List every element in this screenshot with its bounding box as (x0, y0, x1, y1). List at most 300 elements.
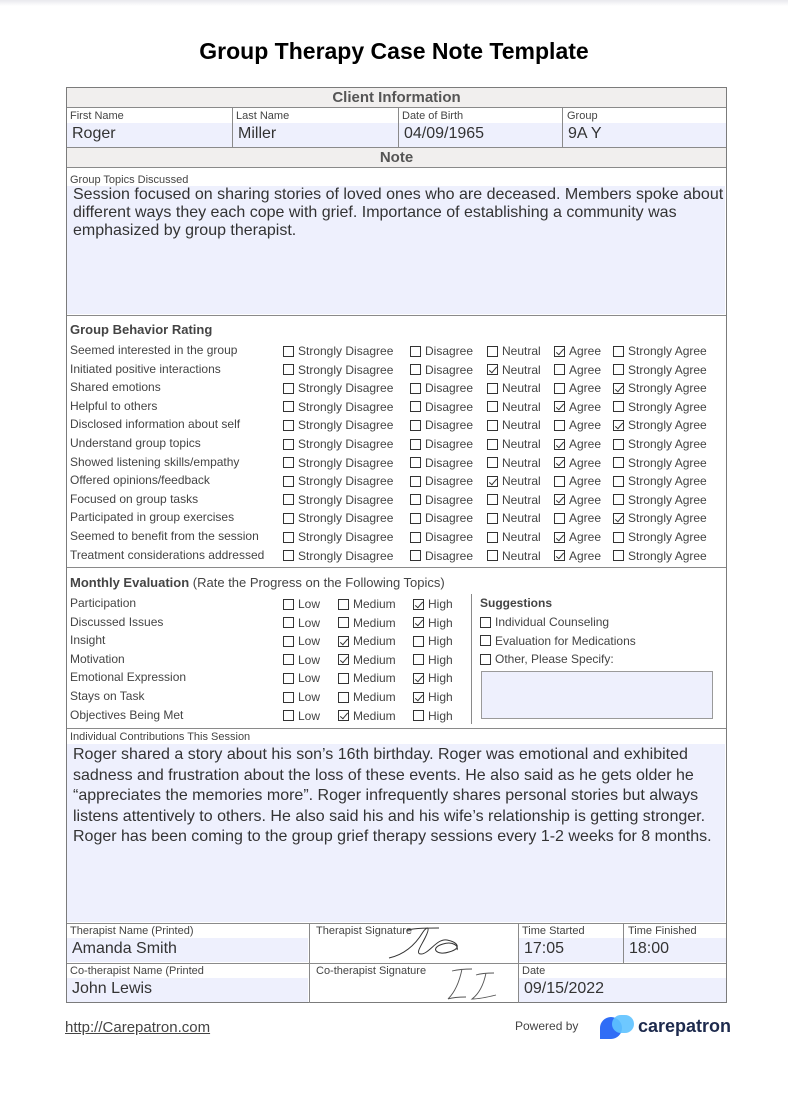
behavior-option-label: Disagree (425, 344, 474, 358)
behavior-option-strongly-agree[interactable] (613, 456, 707, 470)
behavior-option-label: Disagree (425, 492, 474, 507)
behavior-option-strongly-disagree[interactable] (283, 363, 393, 377)
behavior-option-strongly-disagree[interactable] (283, 530, 393, 544)
checkbox-icon[interactable] (613, 457, 624, 468)
behavior-option-strongly-disagree[interactable] (283, 549, 393, 563)
checkbox-icon[interactable] (613, 420, 624, 431)
behavior-option-label: Neutral (502, 455, 541, 470)
behavior-option-label: Neutral (502, 474, 541, 489)
suggestion-option[interactable] (480, 652, 614, 666)
checkbox-icon[interactable] (338, 599, 349, 610)
checkbox-icon[interactable] (413, 599, 424, 610)
checkbox-icon[interactable] (613, 346, 624, 357)
suggestions-title: Suggestions (480, 596, 553, 610)
group-field[interactable]: 9A Y (563, 123, 726, 147)
time-started-field[interactable]: 17:05 (519, 938, 623, 962)
suggestion-label: Individual Counseling (495, 615, 610, 629)
behavior-option-label: Disagree (425, 381, 474, 396)
monthly-subtitle: (Rate the Progress on the Following Topics) (192, 575, 445, 590)
dob-label: Date of Birth (402, 110, 464, 122)
behavior-option-label: Disagree (425, 474, 474, 489)
checkbox-icon[interactable] (283, 457, 294, 468)
monthly-option-label: Low (298, 597, 321, 611)
checkbox-icon[interactable] (410, 457, 421, 468)
behavior-option-disagree[interactable] (410, 381, 473, 395)
behavior-option-label: Disagree (425, 437, 474, 451)
monthly-option-high[interactable] (413, 597, 453, 611)
behavior-option-neutral[interactable] (487, 400, 541, 414)
topics-label: Group Topics Discussed (70, 174, 189, 186)
checkbox-icon[interactable] (283, 654, 294, 665)
behavior-option-label: Strongly Disagree (298, 362, 394, 377)
checkbox-icon[interactable] (283, 420, 294, 431)
checkbox-icon[interactable] (554, 532, 565, 543)
behavior-option-strongly-disagree[interactable] (283, 400, 393, 414)
checkbox-icon[interactable] (613, 550, 624, 561)
behavior-option-label: Strongly Disagree (298, 455, 394, 470)
checkbox-icon[interactable] (283, 513, 294, 524)
checkbox-icon[interactable] (487, 439, 498, 450)
monthly-option-low[interactable] (283, 690, 320, 704)
checkbox-icon[interactable] (283, 673, 294, 684)
behavior-option-strongly-disagree[interactable] (283, 493, 393, 507)
checkbox-icon[interactable] (410, 383, 421, 394)
behavior-option-disagree[interactable] (410, 437, 473, 451)
monthly-option-label: Medium (353, 652, 396, 667)
checkbox-icon[interactable] (487, 513, 498, 524)
monthly-option-medium[interactable] (338, 634, 396, 648)
checkbox-icon[interactable] (413, 617, 424, 628)
checkbox-icon[interactable] (338, 617, 349, 628)
monthly-option-medium[interactable] (338, 616, 396, 630)
behavior-option-strongly-agree[interactable] (613, 549, 707, 563)
behavior-option-disagree[interactable] (410, 511, 473, 525)
monthly-option-medium[interactable] (338, 709, 396, 723)
behavior-option-strongly-disagree[interactable] (283, 437, 393, 451)
monthly-option-label: High (428, 708, 453, 723)
checkbox-icon[interactable] (554, 457, 565, 468)
divider (67, 567, 726, 568)
checkbox-icon[interactable] (613, 476, 624, 487)
behavior-option-neutral[interactable] (487, 344, 541, 358)
carepatron-link[interactable]: http://Carepatron.com (65, 1019, 211, 1036)
suggestion-option[interactable] (480, 615, 609, 629)
powered-by-label: Powered by (515, 1019, 579, 1033)
behavior-option-label: Strongly Agree (628, 399, 707, 414)
checkbox-icon[interactable] (338, 673, 349, 684)
checkbox-icon[interactable] (554, 364, 565, 375)
behavior-option-neutral[interactable] (487, 381, 541, 395)
checkbox-icon[interactable] (410, 401, 421, 412)
behavior-option-label: Strongly Agree (628, 418, 707, 433)
checkbox-icon[interactable] (480, 654, 491, 665)
behavior-option-disagree[interactable] (410, 400, 473, 414)
behavior-option-label: Neutral (502, 418, 541, 433)
checkbox-icon[interactable] (410, 346, 421, 357)
checkbox-icon[interactable] (554, 346, 565, 357)
monthly-option-low[interactable] (283, 616, 320, 630)
checkbox-icon[interactable] (283, 692, 294, 703)
monthly-option-label: Medium (353, 671, 396, 686)
contribution-text-line: listens attentively to others. He also said his and his wife’s relationship is getting stronger. (73, 807, 706, 825)
contribution-text-line: “appreciates the memories more”. Roger infrequently shares personal stories but always (73, 787, 699, 805)
checkbox-icon[interactable] (554, 494, 565, 505)
checkbox-icon[interactable] (613, 401, 624, 412)
behavior-option-strongly-agree[interactable] (613, 400, 707, 414)
behavior-row-label: Understand group topics (70, 436, 201, 450)
other-specify-field[interactable] (481, 671, 713, 719)
behavior-option-label: Neutral (502, 492, 541, 507)
monthly-option-label: Low (298, 671, 321, 686)
behavior-option-disagree[interactable] (410, 474, 473, 488)
behavior-option-label: Neutral (502, 362, 541, 377)
behavior-option-disagree[interactable] (410, 493, 473, 507)
behavior-row-label: Helpful to others (70, 398, 158, 413)
checkbox-icon[interactable] (283, 494, 294, 505)
monthly-option-label: Low (298, 652, 321, 667)
checkbox-icon[interactable] (338, 654, 349, 665)
behavior-option-strongly-disagree[interactable] (283, 344, 393, 358)
checkbox-icon[interactable] (487, 550, 498, 561)
therapist-signature-mark[interactable] (387, 924, 477, 964)
cotherapist-signature-label: Co-therapist Signature (316, 965, 427, 977)
behavior-row-label: Participated in group exercises (70, 510, 235, 525)
checkbox-icon[interactable] (487, 420, 498, 431)
behavior-option-agree[interactable] (554, 418, 601, 432)
monthly-option-label: High (428, 615, 453, 630)
cotherapist-signature-mark[interactable] (442, 965, 502, 1003)
behavior-option-strongly-agree[interactable] (613, 474, 707, 488)
checkbox-icon[interactable] (283, 710, 294, 721)
first-name-label: First Name (70, 110, 124, 122)
behavior-option-disagree[interactable] (410, 363, 473, 377)
behavior-option-label: Strongly Agree (628, 362, 707, 377)
behavior-option-label: Neutral (502, 344, 541, 358)
behavior-option-agree[interactable] (554, 530, 601, 544)
behavior-option-neutral[interactable] (487, 511, 541, 525)
behavior-option-strongly-agree[interactable] (613, 363, 707, 377)
checkbox-icon[interactable] (283, 599, 294, 610)
behavior-title: Group Behavior Rating (70, 322, 213, 337)
checkbox-icon[interactable] (410, 513, 421, 524)
behavior-option-label: Strongly Agree (628, 344, 707, 358)
checkbox-icon[interactable] (283, 401, 294, 412)
monthly-option-label: Medium (353, 708, 396, 723)
checkbox-icon[interactable] (410, 364, 421, 375)
behavior-option-label: Strongly Disagree (298, 418, 394, 433)
first-name-field[interactable]: Roger (67, 123, 232, 147)
behavior-row-label: Initiated positive interactions (70, 361, 221, 376)
behavior-option-label: Agree (569, 455, 602, 470)
monthly-row-label: Insight (70, 633, 106, 648)
checkbox-icon[interactable] (413, 654, 424, 665)
contribution-text-line: Roger shared a story about his son’s 16th birthday. Roger was emotional and exhibited (73, 746, 688, 763)
checkbox-icon[interactable] (554, 439, 565, 450)
behavior-option-label: Strongly Disagree (298, 399, 394, 414)
time-finished-field[interactable]: 18:00 (624, 938, 726, 962)
checkbox-icon[interactable] (413, 673, 424, 684)
date-label: Date (522, 965, 546, 977)
behavior-option-label: Neutral (502, 548, 541, 563)
last-name-label: Last Name (236, 110, 290, 122)
monthly-option-high[interactable] (413, 709, 453, 723)
topics-field[interactable] (67, 186, 725, 314)
monthly-title-text: Monthly Evaluation (70, 575, 190, 590)
checkbox-icon[interactable] (487, 383, 498, 394)
monthly-option-high[interactable] (413, 634, 453, 648)
behavior-row-label: Seemed to benefit from the session (70, 529, 259, 543)
behavior-option-strongly-disagree[interactable] (283, 418, 393, 432)
behavior-option-neutral[interactable] (487, 493, 541, 507)
checkbox-icon[interactable] (554, 513, 565, 524)
carepatron-brand: carepatron (638, 1016, 732, 1036)
suggestion-label: Evaluation for Medications (495, 633, 636, 648)
checkbox-icon[interactable] (410, 494, 421, 505)
monthly-option-medium[interactable] (338, 671, 396, 685)
behavior-row-label: Offered opinions/feedback (70, 473, 210, 488)
checkbox-icon[interactable] (410, 550, 421, 561)
behavior-option-disagree[interactable] (410, 418, 473, 432)
checkbox-icon[interactable] (613, 364, 624, 375)
monthly-option-medium[interactable] (338, 653, 396, 667)
contribution-text-line: Roger has been coming to the group grief therapy sessions every 1-2 weeks for 8 months. (73, 828, 712, 846)
behavior-option-label: Strongly Disagree (298, 474, 394, 489)
checkbox-icon[interactable] (554, 420, 565, 431)
checkbox-icon[interactable] (283, 636, 294, 647)
behavior-option-label: Strongly Disagree (298, 344, 394, 358)
behavior-option-agree[interactable] (554, 400, 601, 414)
contribution-text-line: sadness and frustration about the loss of these events. He also said as he gets older he (73, 766, 694, 784)
behavior-row-label: Showed listening skills/empathy (70, 454, 240, 469)
behavior-option-label: Disagree (425, 455, 474, 470)
checkbox-icon[interactable] (480, 635, 491, 646)
checkbox-icon[interactable] (487, 494, 498, 505)
checkbox-icon[interactable] (283, 364, 294, 375)
behavior-row-label: Shared emotions (70, 380, 161, 395)
behavior-option-label: Agree (569, 492, 602, 507)
behavior-option-neutral[interactable] (487, 530, 541, 544)
checkbox-icon[interactable] (338, 710, 349, 721)
monthly-row-label: Objectives Being Met (70, 707, 184, 722)
monthly-option-low[interactable] (283, 597, 320, 611)
monthly-option-high[interactable] (413, 616, 453, 630)
checkbox-icon[interactable] (487, 401, 498, 412)
behavior-option-label: Disagree (425, 362, 474, 377)
behavior-option-strongly-agree[interactable] (613, 511, 707, 525)
monthly-row-label: Stays on Task (70, 689, 145, 703)
cotherapist-name-label: Co-therapist Name (Printed (70, 965, 204, 977)
behavior-option-label: Neutral (502, 437, 541, 451)
behavior-option-label: Agree (569, 381, 602, 396)
page-top-shade (0, 0, 788, 6)
behavior-option-strongly-agree[interactable] (613, 418, 707, 432)
checkbox-icon[interactable] (283, 617, 294, 628)
checkbox-icon[interactable] (554, 550, 565, 561)
behavior-option-strongly-agree[interactable] (613, 493, 707, 507)
monthly-option-label: Low (298, 634, 321, 649)
behavior-row-label: Disclosed information about self (70, 417, 241, 432)
behavior-option-agree[interactable] (554, 456, 601, 470)
behavior-option-label: Neutral (502, 381, 541, 396)
time-finished-label: Time Finished (628, 925, 697, 937)
behavior-option-label: Strongly Disagree (298, 511, 394, 526)
monthly-option-medium[interactable] (338, 690, 396, 704)
checkbox-icon[interactable] (480, 617, 491, 628)
checkbox-icon[interactable] (283, 476, 294, 487)
behavior-option-label: Agree (569, 474, 602, 489)
behavior-option-strongly-agree[interactable] (613, 381, 707, 395)
checkbox-icon[interactable] (487, 346, 498, 357)
checkbox-icon[interactable] (283, 532, 294, 543)
behavior-option-agree[interactable] (554, 511, 601, 525)
page-title: Group Therapy Case Note Template (199, 38, 589, 64)
monthly-option-high[interactable] (413, 653, 453, 667)
divider (562, 108, 563, 148)
behavior-option-strongly-disagree[interactable] (283, 474, 393, 488)
monthly-row-label: Participation (70, 596, 137, 610)
divider (398, 108, 399, 148)
case-note-form (66, 87, 727, 1003)
behavior-option-disagree[interactable] (410, 530, 473, 544)
monthly-option-label: Low (298, 615, 321, 630)
checkbox-icon[interactable] (410, 476, 421, 487)
topics-text-line: different ways they each cope with grief. Importance of establishing a community was (73, 204, 677, 221)
behavior-option-strongly-agree[interactable] (613, 437, 707, 451)
suggestion-label: Other, Please Specify: (495, 652, 614, 667)
checkbox-icon[interactable] (338, 636, 349, 647)
behavior-option-label: Strongly Agree (628, 530, 707, 544)
behavior-option-label: Agree (569, 362, 602, 377)
behavior-option-label: Strongly Agree (628, 437, 707, 451)
checkbox-icon[interactable] (410, 532, 421, 543)
monthly-option-low[interactable] (283, 653, 320, 667)
checkbox-icon[interactable] (338, 692, 349, 703)
checkbox-icon[interactable] (487, 364, 498, 375)
checkbox-icon[interactable] (283, 346, 294, 357)
behavior-option-label: Disagree (425, 530, 474, 544)
checkbox-icon[interactable] (413, 692, 424, 703)
date-field[interactable]: 09/15/2022 (519, 978, 726, 1002)
monthly-row-label: Motivation (70, 651, 125, 666)
checkbox-icon[interactable] (554, 476, 565, 487)
behavior-option-agree[interactable] (554, 381, 601, 395)
monthly-option-label: High (428, 671, 453, 686)
cotherapist-name-field[interactable]: John Lewis (67, 978, 308, 1002)
behavior-option-label: Agree (569, 418, 602, 433)
monthly-option-low[interactable] (283, 709, 320, 723)
behavior-option-label: Strongly Disagree (298, 437, 394, 451)
behavior-option-neutral[interactable] (487, 363, 541, 377)
behavior-option-neutral[interactable] (487, 474, 541, 488)
suggestion-option[interactable] (480, 634, 636, 648)
behavior-option-label: Agree (569, 530, 602, 544)
group-label: Group (567, 110, 598, 122)
behavior-option-agree[interactable] (554, 549, 601, 563)
behavior-option-label: Disagree (425, 418, 474, 433)
checkbox-icon[interactable] (554, 401, 565, 412)
behavior-option-neutral[interactable] (487, 418, 541, 432)
therapist-signature-label: Therapist Signature (316, 925, 412, 937)
divider (67, 728, 726, 729)
checkbox-icon[interactable] (413, 636, 424, 647)
monthly-option-low[interactable] (283, 671, 320, 685)
behavior-option-disagree[interactable] (410, 344, 473, 358)
behavior-option-agree[interactable] (554, 474, 601, 488)
monthly-title (70, 575, 445, 590)
checkbox-icon[interactable] (283, 550, 294, 561)
monthly-option-label: Medium (353, 690, 396, 704)
checkbox-icon[interactable] (413, 710, 424, 721)
behavior-option-label: Agree (569, 344, 602, 358)
monthly-option-medium[interactable] (338, 597, 396, 611)
checkbox-icon[interactable] (487, 532, 498, 543)
behavior-option-label: Strongly Agree (628, 474, 707, 489)
behavior-option-label: Strongly Disagree (298, 530, 394, 544)
checkbox-icon[interactable] (613, 513, 624, 524)
behavior-option-label: Neutral (502, 511, 541, 526)
checkbox-icon[interactable] (283, 383, 294, 394)
dob-field[interactable]: 04/09/1965 (399, 123, 562, 147)
monthly-option-label: Low (298, 690, 321, 704)
behavior-option-agree[interactable] (554, 344, 601, 358)
checkbox-icon[interactable] (613, 532, 624, 543)
behavior-option-neutral[interactable] (487, 549, 541, 563)
behavior-option-label: Agree (569, 511, 602, 526)
contributions-field[interactable] (67, 744, 725, 922)
behavior-option-neutral[interactable] (487, 437, 541, 451)
behavior-option-agree[interactable] (554, 493, 601, 507)
checkbox-icon[interactable] (613, 494, 624, 505)
behavior-option-strongly-disagree[interactable] (283, 456, 393, 470)
checkbox-icon[interactable] (487, 457, 498, 468)
behavior-option-strongly-agree[interactable] (613, 530, 707, 544)
checkbox-icon[interactable] (410, 439, 421, 450)
last-name-field[interactable]: Miller (233, 123, 398, 147)
behavior-option-disagree[interactable] (410, 549, 473, 563)
divider (232, 108, 233, 148)
behavior-option-strongly-agree[interactable] (613, 344, 707, 358)
checkbox-icon[interactable] (410, 420, 421, 431)
behavior-option-label: Neutral (502, 399, 541, 414)
behavior-option-neutral[interactable] (487, 456, 541, 470)
checkbox-icon[interactable] (283, 439, 294, 450)
monthly-option-high[interactable] (413, 690, 453, 704)
monthly-option-high[interactable] (413, 671, 453, 685)
monthly-option-low[interactable] (283, 634, 320, 648)
checkbox-icon[interactable] (487, 476, 498, 487)
behavior-option-strongly-disagree[interactable] (283, 511, 393, 525)
behavior-option-strongly-disagree[interactable] (283, 381, 393, 395)
behavior-option-label: Strongly Disagree (298, 492, 394, 507)
behavior-option-agree[interactable] (554, 363, 601, 377)
behavior-option-label: Neutral (502, 530, 541, 544)
behavior-option-disagree[interactable] (410, 456, 473, 470)
monthly-option-label: Medium (353, 597, 396, 611)
behavior-option-label: Strongly Agree (628, 455, 707, 470)
checkbox-icon[interactable] (613, 439, 624, 450)
monthly-option-label: Low (298, 708, 321, 723)
checkbox-icon[interactable] (554, 383, 565, 394)
behavior-option-label: Strongly Disagree (298, 381, 394, 396)
divider (623, 923, 624, 963)
monthly-option-label: High (428, 634, 453, 649)
therapist-name-field[interactable]: Amanda Smith (67, 938, 308, 962)
behavior-option-agree[interactable] (554, 437, 601, 451)
behavior-option-label: Disagree (425, 548, 474, 563)
behavior-option-label: Disagree (425, 399, 474, 414)
behavior-option-label: Disagree (425, 511, 474, 526)
checkbox-icon[interactable] (613, 383, 624, 394)
